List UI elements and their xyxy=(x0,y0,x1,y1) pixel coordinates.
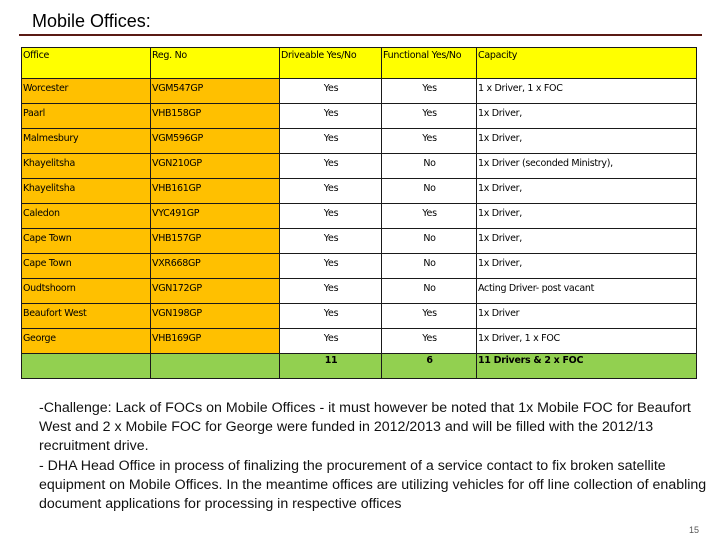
cell-capacity: 1x Driver, xyxy=(477,254,697,279)
cell-driveable: Yes xyxy=(280,304,382,329)
cell-driveable: Yes xyxy=(280,329,382,354)
cell-office: Khayelitsha xyxy=(22,154,151,179)
table-row xyxy=(22,154,697,179)
table-row xyxy=(22,104,697,129)
cell-capacity: 1x Driver, 1 x FOC xyxy=(477,329,697,354)
cell-driveable: Yes xyxy=(280,229,382,254)
table-row xyxy=(22,179,697,204)
table-row xyxy=(22,79,697,104)
cell-office: Beaufort West xyxy=(22,304,151,329)
header-office: Office xyxy=(22,48,151,79)
cell-office: Cape Town xyxy=(22,229,151,254)
cell-reg: VGN198GP xyxy=(151,304,280,329)
cell-functional: No xyxy=(382,254,477,279)
cell-driveable: Yes xyxy=(280,279,382,304)
cell-reg: VGN210GP xyxy=(151,154,280,179)
page-title: Mobile Offices: xyxy=(32,11,151,31)
table-row xyxy=(22,229,697,254)
cell-functional: Yes xyxy=(382,129,477,154)
total-capacity: 11 Drivers & 2 x FOC xyxy=(477,354,697,379)
cell-reg: VHB169GP xyxy=(151,329,280,354)
cell-reg: VGM547GP xyxy=(151,79,280,104)
cell-reg: VXR668GP xyxy=(151,254,280,279)
cell-functional: Yes xyxy=(382,204,477,229)
page-number: 15 xyxy=(689,525,700,535)
cell-capacity: 1x Driver, xyxy=(477,204,697,229)
notes-block xyxy=(39,399,709,514)
cell-reg: VYC491GP xyxy=(151,204,280,229)
cell-functional: Yes xyxy=(382,329,477,354)
cell-driveable: Yes xyxy=(280,129,382,154)
cell-functional: Yes xyxy=(382,79,477,104)
cell-functional: Yes xyxy=(382,104,477,129)
total-driveable: 11 xyxy=(280,354,382,379)
cell-functional: No xyxy=(382,179,477,204)
total-functional: 6 xyxy=(382,354,477,379)
table-totals-row xyxy=(22,354,697,379)
cell-office: Worcester xyxy=(22,79,151,104)
cell-capacity: 1x Driver xyxy=(477,304,697,329)
cell-functional: No xyxy=(382,229,477,254)
cell-capacity: 1x Driver, xyxy=(477,104,697,129)
title-divider xyxy=(19,34,702,36)
cell-reg: VHB157GP xyxy=(151,229,280,254)
cell-reg: VGM596GP xyxy=(151,129,280,154)
table-row xyxy=(22,129,697,154)
table-header-row xyxy=(22,48,697,79)
cell-capacity: 1x Driver, xyxy=(477,179,697,204)
cell-functional: Yes xyxy=(382,304,477,329)
total-reg xyxy=(151,354,280,379)
cell-capacity: 1x Driver, xyxy=(477,129,697,154)
cell-driveable: Yes xyxy=(280,179,382,204)
note-head-office: - DHA Head Office in process of finalizing the procurement of a service contact to fix broken satellite equipment on Mobile Offices. In the meantime offices are utilizing vehicles for off line collection of enabling document applications for processing in respective offices xyxy=(39,457,707,513)
header-reg-no: Reg. No xyxy=(151,48,280,79)
table-row xyxy=(22,254,697,279)
cell-reg: VHB161GP xyxy=(151,179,280,204)
table-row xyxy=(22,304,697,329)
cell-reg: VHB158GP xyxy=(151,104,280,129)
cell-capacity: 1x Driver, xyxy=(477,229,697,254)
cell-office: George xyxy=(22,329,151,354)
cell-capacity: 1x Driver (seconded Ministry), xyxy=(477,154,697,179)
cell-driveable: Yes xyxy=(280,79,382,104)
cell-capacity: 1 x Driver, 1 x FOC xyxy=(477,79,697,104)
cell-office: Khayelitsha xyxy=(22,179,151,204)
cell-office: Malmesbury xyxy=(22,129,151,154)
cell-functional: No xyxy=(382,154,477,179)
table-row xyxy=(22,204,697,229)
table-row xyxy=(22,329,697,354)
mobile-offices-table xyxy=(21,47,697,379)
cell-driveable: Yes xyxy=(280,204,382,229)
cell-driveable: Yes xyxy=(280,254,382,279)
cell-capacity: Acting Driver- post vacant xyxy=(477,279,697,304)
cell-office: Cape Town xyxy=(22,254,151,279)
cell-reg: VGN172GP xyxy=(151,279,280,304)
cell-office: Paarl xyxy=(22,104,151,129)
header-driveable: Driveable Yes/No xyxy=(280,48,382,79)
cell-office: Oudtshoorn xyxy=(22,279,151,304)
note-challenge: -Challenge: Lack of FOCs on Mobile Offices - it must however be noted that 1x Mobile FOC for Beaufort West and 2 x Mobile FOC for George were funded in 2012/2013 and will be filled with the 2012/13 recruitment drive. xyxy=(39,400,691,455)
table-row xyxy=(22,279,697,304)
cell-driveable: Yes xyxy=(280,154,382,179)
header-functional: Functional Yes/No xyxy=(382,48,477,79)
cell-office: Caledon xyxy=(22,204,151,229)
cell-driveable: Yes xyxy=(280,104,382,129)
cell-functional: No xyxy=(382,279,477,304)
total-office xyxy=(22,354,151,379)
header-capacity: Capacity xyxy=(477,48,697,79)
